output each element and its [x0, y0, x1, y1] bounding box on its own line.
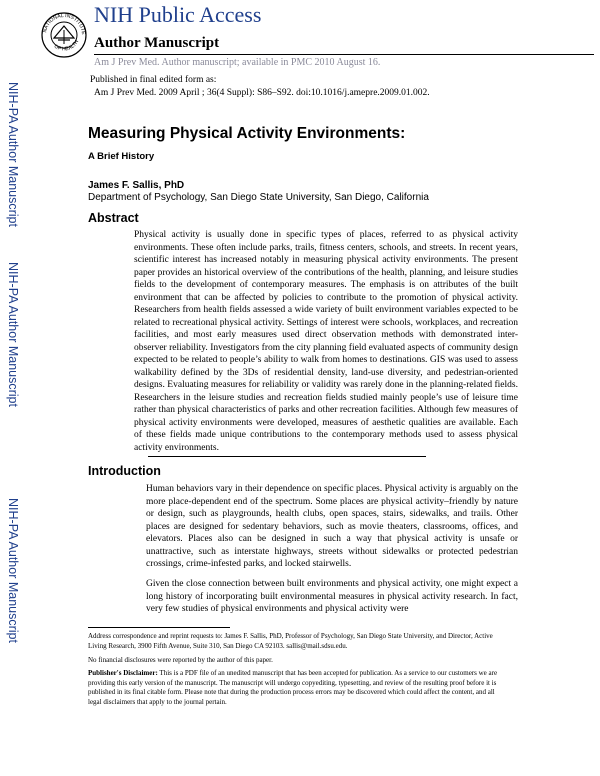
publication-info: [90, 74, 430, 99]
svg-text:OF HEALTH: [53, 39, 81, 52]
article-subtitle: A Brief History: [88, 151, 155, 162]
footnote-rule: [88, 627, 230, 628]
svg-text:NATIONAL INSTITUTES: [40, 4, 86, 36]
abstract-heading: Abstract: [88, 211, 139, 225]
author-name: James F. Sallis, PhD: [88, 180, 185, 191]
banner-title: NIH Public Access: [94, 2, 262, 27]
publisher-disclaimer-text: This is a PDF file of an unedited manuscript that has been accepted for publication. As a service to our customers we are providing this early version of the manuscript. The manuscript will undergo copyediting, typesetting, and review of the resulting proof before it is published in its final citable form. Please note that during the production process errors may be discovered which could affect the content, and all legal disclaimers that apply to the journal pertain.: [88, 669, 498, 706]
seal-text-bottom: OF HEALTH: [52, 39, 81, 53]
intro-paragraph-2: Given the close connection between built environments and physical activity, one might expect a long history of incorporating built environmental measures in physical activity research. In fact, very few studies of physical environments and physical activity were: [146, 579, 518, 614]
side-banner-1: NIH-PA Author Manuscript: [6, 82, 20, 227]
author-affiliation: Department of Psychology, San Diego State University, San Diego, California: [88, 192, 429, 203]
intro-paragraph-1: Human behaviors vary in their dependence on specific places. Physical activity is arguably on the more place-dependent end of the spectrum. Some places are physical activity–friendly by nature or design, such as playgrounds, health clubs, open spaces, stairs, sidewalks, and trails. Other places are designed for sedentary behaviors, such as movie theaters, classrooms, offices, and elevators. Places also can be designed in such a way that physical activity is unsafe or unattractive, such as interstate highways, streets without sidewalks or protected pedestrian crossings, crime-infested parks, and locked stairwells.: [146, 484, 518, 569]
abstract-text: Physical activity is usually done in specific types of places, referred to as physical activity environments. These often include parks, trails, fitness centers, schools, and streets. In recent years, scientific interest has increased notably in measuring physical activity environments. The present paper provides an historical overview of the contributions of the health, planning, and leisure studies fields to the development of contemporary measures. The emphasis is on attributes of the built environment that can be affected by policies to contribute to the promotion of physical activity. Researchers from health fields assessed a wide variety of built environment variables expected to be related to recreational physical activity. Settings of interest were schools, workplaces, and recreation facilities, and most early measures used direct observation methods with demonstrated inter-observer reliability. Investigators from the city planning field evaluated aspects of community design expected to be related to people’s ability to walk from homes to destinations. GIS was used to assess walkability defined by the 3Ds of residential density, land-use diversity, and pedestrian-oriented designs. Evaluating measures for reliability or validity was rarely done in the planning-related fields. Researchers in the leisure studies and recreation fields studied mainly people’s use of leisure time rather than physical characteristics of parks and other recreation facilities. Although few measures of physical activity environments were developed, measures of aesthetic qualities are available. Each of these fields made unique contributions to the contemporary methods used to assess physical activity environments.: [134, 230, 518, 453]
article-title: Measuring Physical Activity Environments:: [88, 125, 406, 142]
journal-availability: Am J Prev Med. Author manuscript; available in PMC 2010 August 16.: [94, 57, 381, 68]
banner-subtitle: Author Manuscript: [94, 35, 220, 51]
section-divider: [148, 456, 426, 457]
correspondence-note: Address correspondence and reprint requests to: James F. Sallis, PhD, Professor of Psychology, San Diego State University, and Director, Active Living Research, 3900 Fifth Avenue, Suite 310, San Diego CA 92103. sallis@mail.sdsu.edu.: [88, 632, 493, 650]
banner-rule: [94, 54, 594, 55]
nih-seal-logo: [40, 4, 88, 66]
side-banner-2: NIH-PA Author Manuscript: [6, 262, 20, 407]
published-label: Published in final edited form as:: [90, 75, 217, 85]
citation: Am J Prev Med. 2009 April ; 36(4 Suppl): S86–S92. doi:10.1016/j.amepre.2009.01.002.: [94, 87, 430, 98]
side-banner-3: NIH-PA Author Manuscript: [6, 498, 20, 643]
seal-text-top: NATIONAL INSTITUTE: [42, 12, 87, 36]
disclosure-note: No financial disclosures were reported by the author of this paper.: [88, 656, 273, 664]
introduction-heading: Introduction: [88, 464, 161, 478]
publisher-disclaimer-label: Publisher's Disclaimer:: [88, 669, 158, 677]
publisher-disclaimer: [88, 669, 508, 707]
